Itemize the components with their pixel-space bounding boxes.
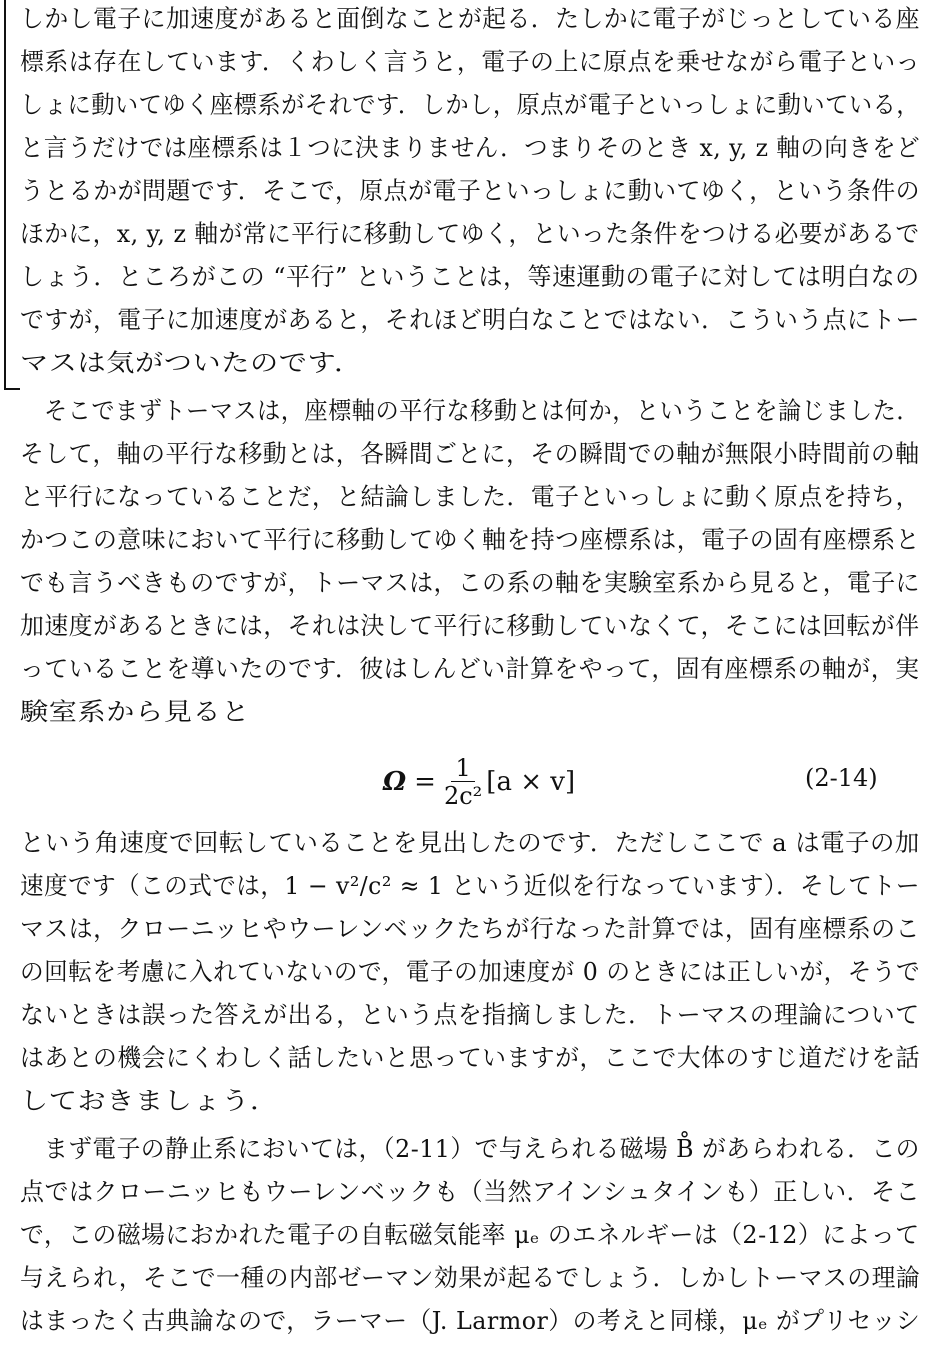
text-line: そこでまずトーマスは，座標軸の平行な移動とは何か，ということを論じました． bbox=[44, 396, 920, 425]
text-line: 与えられ，そこで一種の内部ゼーマン効果が起るでしょう．しかしトーマスの理論 bbox=[20, 1263, 921, 1292]
text-line: ほかに，x, y, z 軸が常に平行に移動してゆく，といった条件をつける必要があるで bbox=[20, 219, 920, 248]
text-line: で，この磁場におかれた電子の自転磁気能率 μₑ のエネルギーは（2-12）によって bbox=[20, 1220, 920, 1249]
text-line: 験室系から見ると bbox=[20, 697, 250, 726]
text-line: という角速度で回転していることを見出したのです．ただしここで a は電子の加 bbox=[20, 828, 920, 857]
text-line: そして，軸の平行な移動とは，各瞬間ごとに，その瞬間での軸が無限小時間前の軸 bbox=[20, 439, 920, 468]
text-line: はあとの機会にくわしく話したいと思っていますが，ここで大体のすじ道だけを話 bbox=[20, 1043, 920, 1072]
text-line: まず電子の静止系においては，（2-11）で与えられる磁場 B̊ があらわれる．この bbox=[44, 1134, 920, 1163]
text-line: 標系は存在しています．くわしく言うと，電子の上に原点を乗せながら電子といっ bbox=[20, 47, 921, 76]
text-line: ですが，電子に加速度があると，それほど明白なことではない．こういう点にトー bbox=[20, 305, 920, 334]
fraction-numerator: 1 bbox=[451, 755, 474, 782]
text-line: と言うだけでは座標系は１つに決まりません．つまりそのとき x, y, z 軸の向きをど bbox=[20, 133, 921, 162]
equation-2-14 bbox=[0, 752, 939, 812]
text-line: ないときは誤った答えが出る，という点を指摘しました．トーマスの理論について bbox=[20, 1000, 920, 1029]
text-line: しかし電子に加速度があると面倒なことが起る．たしかに電子がじっとしている座 bbox=[20, 4, 920, 33]
equation-fraction bbox=[444, 755, 482, 810]
fraction-denominator: 2c² bbox=[443, 781, 483, 810]
text-line: 加速度があるときには，それは決して平行に移動していなくて，そこには回転が伴 bbox=[20, 611, 920, 640]
text-line: はまったく古典論なので，ラーマー（J. Larmor）の考えと同様，μₑ がプリセッシ bbox=[20, 1306, 921, 1335]
equation-cross-product: [a × v] bbox=[486, 767, 576, 797]
text-line: しょに動いてゆく座標系がそれです．しかし，原点が電子といっしょに動いている， bbox=[20, 90, 921, 119]
text-line: でも言うべきものですが，トーマスは，この系の軸を実験室系から見ると，電子に bbox=[20, 568, 920, 597]
text-line: しょう．ところがこの “平行” ということは，等速運動の電子に対しては明白なの bbox=[20, 262, 920, 291]
text-line: マスは，クローニッヒやウーレンベックたちが行なった計算では，固有座標系のこ bbox=[20, 914, 920, 943]
equation-equals: = bbox=[414, 767, 436, 797]
text-line: っていることを導いたのです．彼はしんどい計算をやって，固有座標系の軸が，実 bbox=[20, 654, 920, 683]
text-line: 点ではクローニッヒもウーレンベックも（当然アインシュタインも）正しい．そこ bbox=[20, 1177, 921, 1206]
text-line: うとるかが問題です．そこで，原点が電子といっしょに動いてゆく，という条件の bbox=[20, 176, 921, 205]
text-line: の回転を考慮に入れていないので，電子の加速度が 0 のときには正しいが，そうで bbox=[20, 957, 921, 986]
equation-body bbox=[383, 752, 575, 812]
text-line: マスは気がついたのです． bbox=[20, 348, 363, 377]
equation-lhs: Ω bbox=[383, 767, 407, 797]
text-line: 速度です（この式では，1 − v²/c² ≈ 1 という近似を行なっています）．そしてトー bbox=[20, 871, 920, 900]
text-line: しておきましょう． bbox=[20, 1086, 279, 1115]
equation-number: (2-14) bbox=[805, 764, 878, 792]
text-line: と平行になっていることだ，と結論しました．電子といっしょに動く原点を持ち， bbox=[20, 482, 920, 511]
margin-bracket bbox=[4, 0, 20, 390]
text-line: かつこの意味において平行に移動してゆく軸を持つ座標系は，電子の固有座標系と bbox=[20, 525, 920, 554]
